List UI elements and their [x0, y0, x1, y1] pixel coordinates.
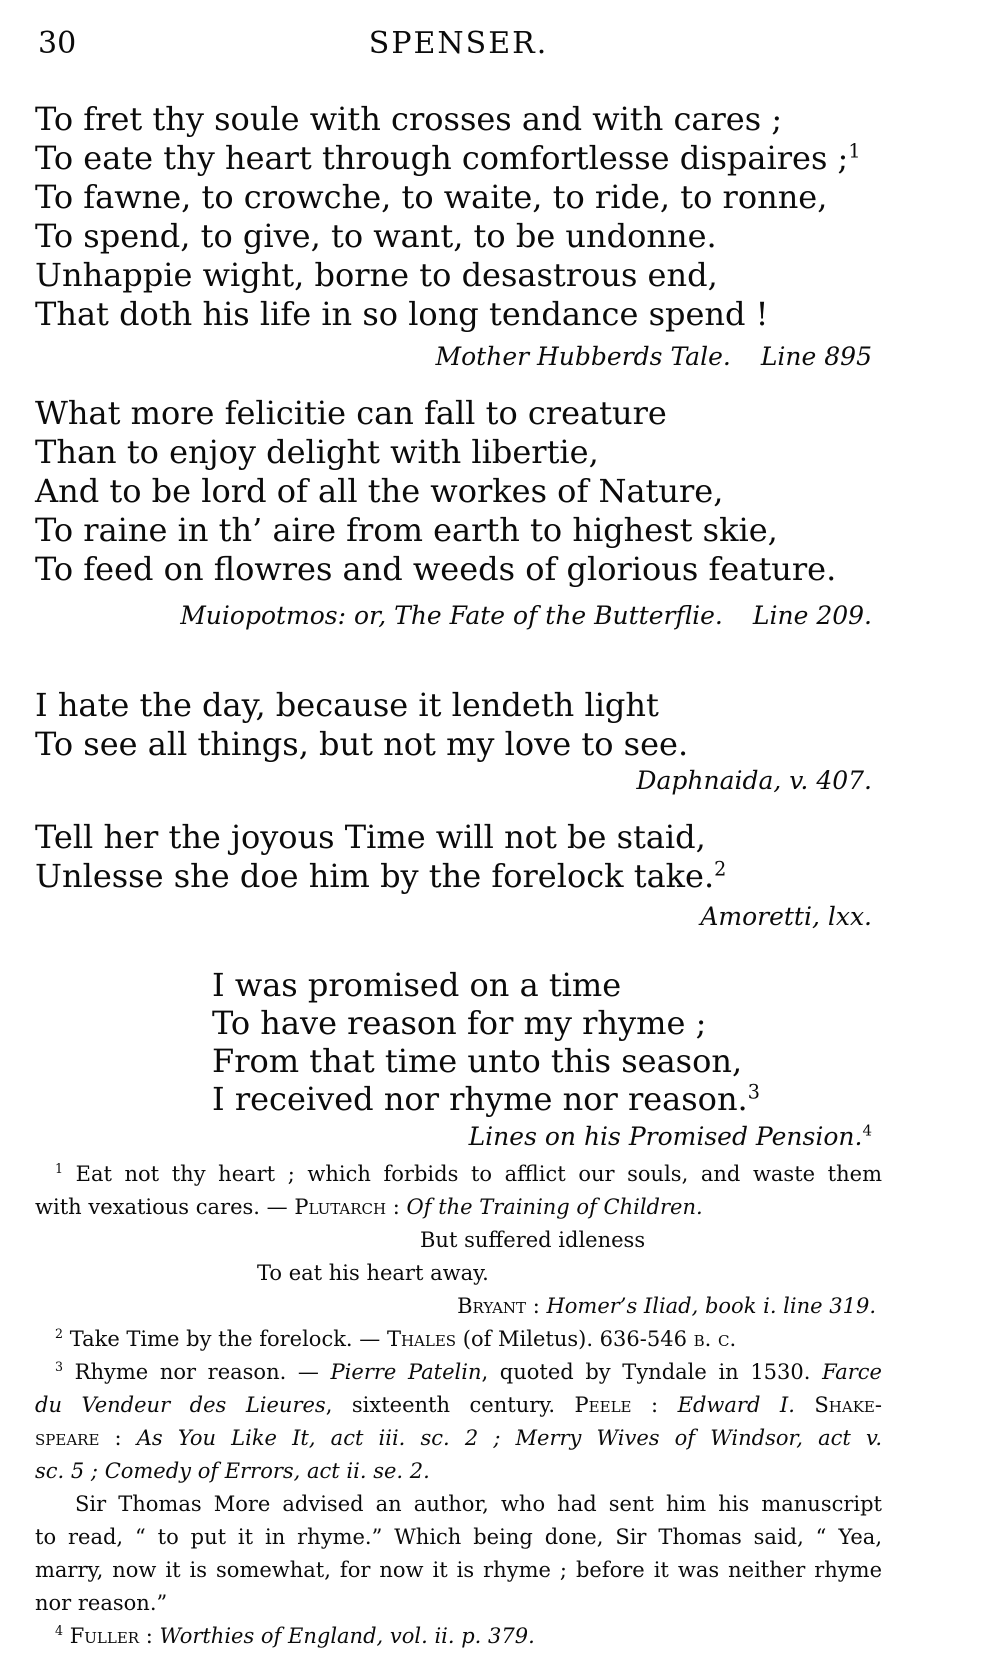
- footnote-line: $^4$ Fuller : Worthies of England, vol. ii. p. 379.: [55, 1623, 535, 1648]
- poem-line: And to be lord of all the workes of Nature,: [35, 472, 724, 510]
- running-head: SPENSER.: [368, 26, 549, 61]
- footnote-line: $^3$ Rhyme nor reason. — Pierre Patelin, quoted by Tyndale in 1530. Farce: [55, 1359, 882, 1384]
- poem-line: To raine in th’ aire from earth to highest skie,: [35, 511, 778, 549]
- footnote-line: $^1$ Eat not thy heart ; which forbids to afflict our souls, and waste them: [55, 1161, 882, 1186]
- poem-line: To fawne, to crowche, to waite, to ride, to ronne,: [35, 178, 828, 216]
- footnote-line: marry, now it is somewhat, for now it is rhyme ; before it was neither rhyme: [35, 1558, 882, 1582]
- poem-line: To fret thy soule with crosses and with cares ;: [35, 100, 783, 138]
- poem-line: Than to enjoy delight with libertie,: [35, 433, 599, 471]
- footnote-verse-line: To eat his heart away.: [257, 1261, 489, 1285]
- quote-stanza: [35, 818, 726, 896]
- footnote-verse-line: But suffered idleness: [420, 1228, 646, 1252]
- footnote-line: nor reason.”: [35, 1591, 168, 1615]
- poem-line: To feed on flowres and weeds of glorious feature.: [35, 550, 837, 588]
- poem-line: To have reason for my rhyme ;: [212, 1004, 707, 1042]
- page-number: 30: [38, 26, 77, 61]
- poem-line: Tell her the joyous Time will not be staid,: [35, 818, 706, 856]
- quote-attribution: Amoretti, lxx.: [700, 902, 872, 931]
- poem-line: What more felicitie can fall to creature: [35, 394, 667, 432]
- footnote-line: with vexatious cares. — Plutarch : Of the Training of Children.: [35, 1195, 703, 1219]
- quote-stanza: [35, 686, 688, 764]
- poem-line: To spend, to give, to want, to be undonne.: [35, 217, 717, 255]
- poem-line: I hate the day, because it lendeth light: [35, 686, 659, 724]
- poem-line: I received nor rhyme nor reason.$^3$: [212, 1080, 760, 1118]
- quote-stanza: [35, 100, 861, 334]
- poem-line: Unhappie wight, borne to desastrous end,: [35, 256, 718, 294]
- footnote-ref: 3: [747, 1080, 760, 1104]
- poem-line: That doth his life in so long tendance spend !: [35, 295, 769, 333]
- quote-attribution: Lines on his Promised Pension.$^4$: [468, 1121, 872, 1151]
- quote-attribution: Muiopotmos: or, The Fate of the Butterflie. Line 209.: [180, 601, 872, 630]
- footnote-ref: 2: [714, 857, 727, 881]
- footnote-line: $^2$ Take Time by the forelock. — Thales (of Miletus). 636-546 b. c.: [55, 1326, 737, 1351]
- footnote-line: Sir Thomas More advised an author, who had sent him his manuscript: [75, 1492, 882, 1516]
- quote-attribution: Daphnaida, v. 407.: [636, 766, 872, 795]
- quote-attribution: Mother Hubberds Tale. Line 895: [435, 342, 872, 371]
- quote-stanza: [212, 966, 760, 1118]
- poem-line: From that time unto this season,: [212, 1042, 743, 1080]
- footnote-line: to read, “ to put it in rhyme.” Which being done, Sir Thomas said, “ Yea,: [35, 1525, 882, 1549]
- poem-line: I was promised on a time: [212, 966, 622, 1004]
- footnote-line: du Vendeur des Lieures, sixteenth century. Peele : Edward I. Shake-: [35, 1393, 882, 1417]
- poem-line: To eate thy heart through comfortlesse dispaires ;$^1$: [35, 139, 861, 177]
- quote-stanza: [35, 394, 836, 589]
- poem-line: Unlesse she doe him by the forelock take.$^2$: [35, 857, 727, 895]
- poem-line: To see all things, but not my love to see.: [35, 725, 689, 763]
- footnote-attribution: Bryant : Homer’s Iliad, book i. line 319.: [457, 1294, 876, 1318]
- footnote-ref: 4: [862, 1121, 872, 1140]
- footnote-ref: 1: [848, 139, 861, 163]
- footnote-line: sc. 5 ; Comedy of Errors, act ii. se. 2.: [35, 1459, 430, 1483]
- footnote-line: speare : As You Like It, act iii. sc. 2 ; Merry Wives of Windsor, act v.: [35, 1426, 882, 1450]
- footnotes-section: [35, 1158, 882, 1653]
